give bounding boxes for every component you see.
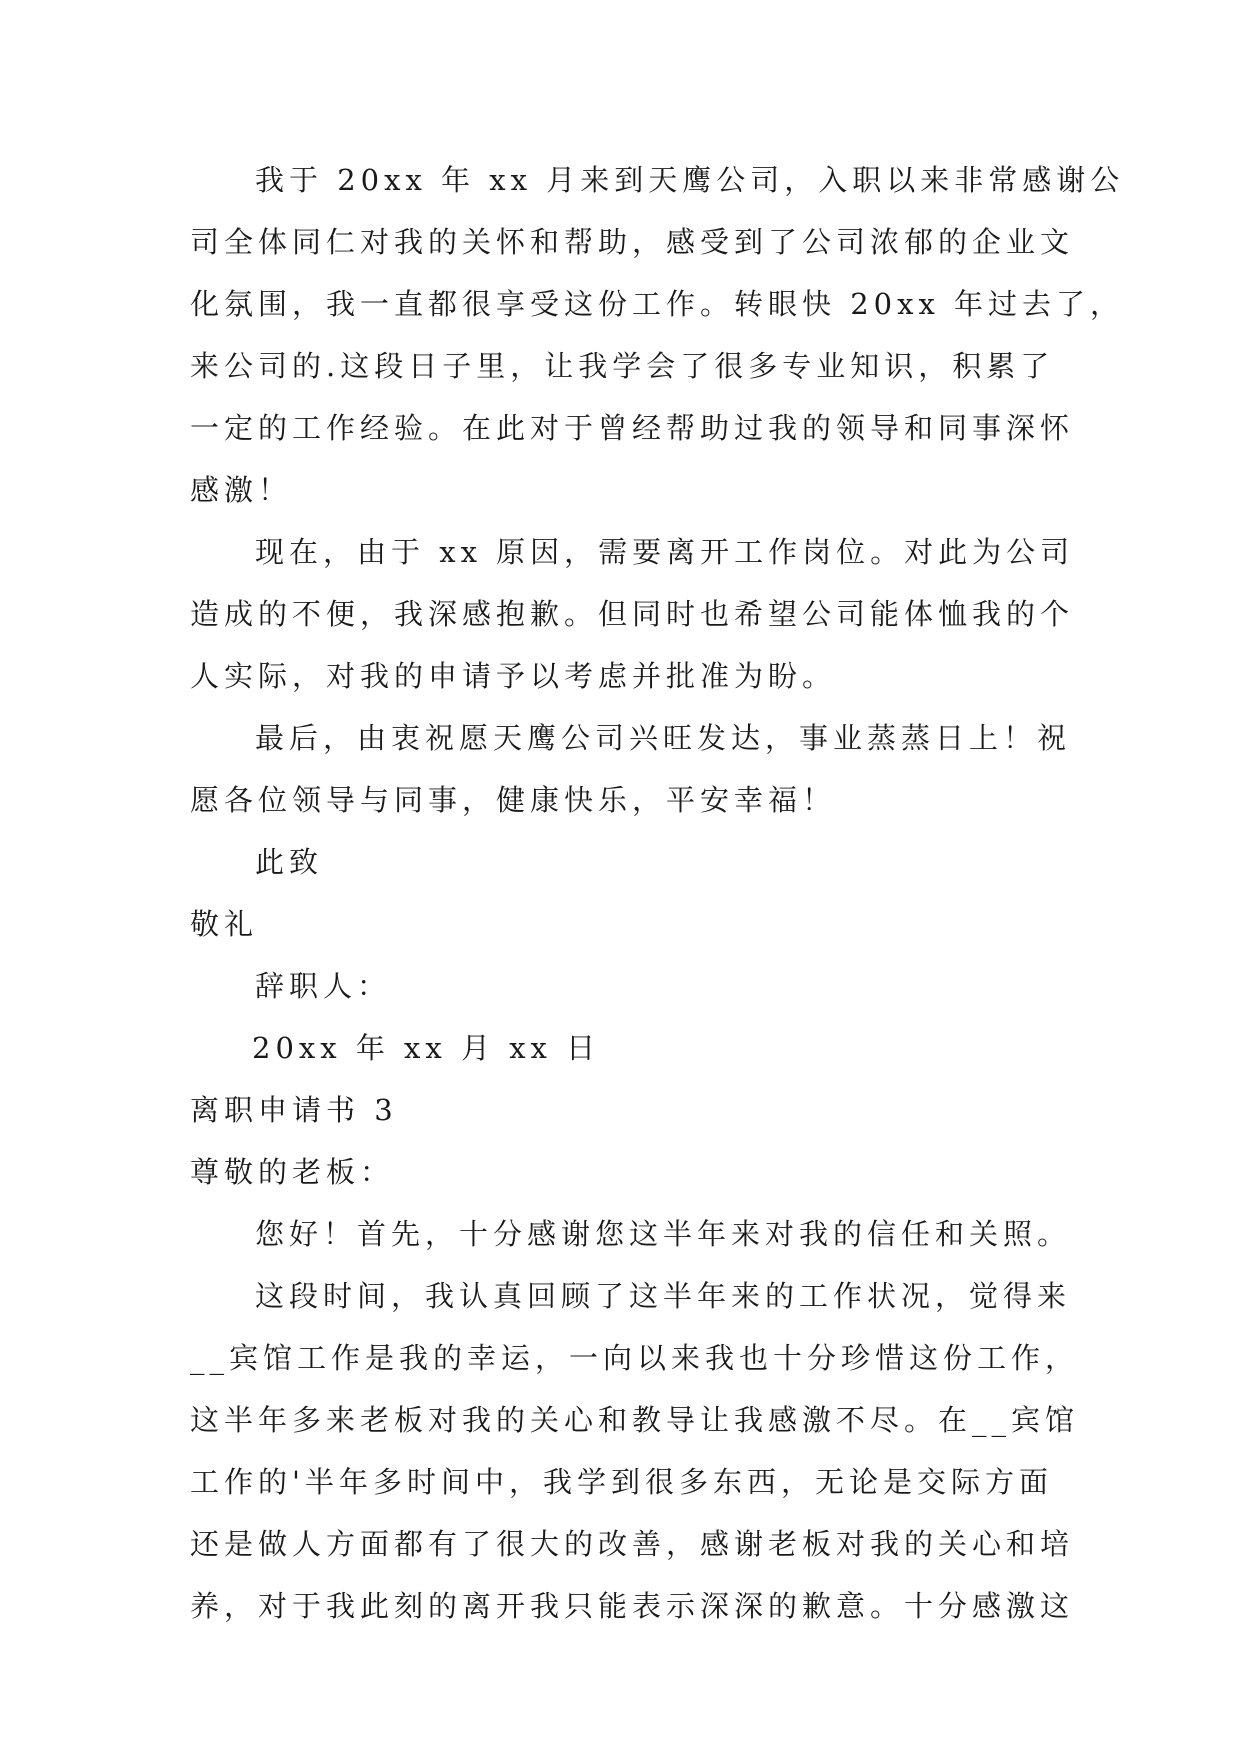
paragraph-line: 化氛围，我一直都很享受这份工作。转眼快 20xx 年过去了，: [190, 287, 1125, 321]
greeting: 尊敬的老板：: [190, 1155, 395, 1189]
paragraph-line: 养，对于我此刻的离开我只能表示深深的歉意。十分感激这: [190, 1589, 1075, 1623]
paragraph-line: 现在，由于 xx 原因，需要离开工作岗位。对此为公司: [255, 535, 1075, 569]
paragraph-line: 最后，由衷祝愿天鹰公司兴旺发达，事业蒸蒸日上！祝: [255, 721, 1072, 755]
paragraph-line: 这半年多来老板对我的关心和教导让我感激不尽。在__宾馆: [190, 1403, 1080, 1437]
closing-salutation: 此致: [255, 845, 324, 879]
closing-regards: 敬礼: [190, 907, 259, 941]
signature-label: 辞职人：: [255, 969, 392, 1003]
paragraph-line: 造成的不便，我深感抱歉。但同时也希望公司能体恤我的个: [190, 597, 1075, 631]
paragraph-line: 感激！: [190, 473, 293, 507]
paragraph-line: 工作的'半年多时间中，我学到很多东西，无论是交际方面: [190, 1465, 1053, 1499]
paragraph-line: 这段时间，我认真回顾了这半年来的工作状况，觉得来: [255, 1279, 1072, 1313]
section-title: 离职申请书 3: [190, 1093, 398, 1127]
paragraph-line: 还是做人方面都有了很大的改善，感谢老板对我的关心和培: [190, 1527, 1075, 1561]
paragraph-line: 人实际，对我的申请予以考虑并批准为盼。: [190, 659, 837, 693]
paragraph-line: 您好！首先，十分感谢您这半年来对我的信任和关照。: [255, 1217, 1072, 1251]
paragraph-line: 愿各位领导与同事，健康快乐，平安幸福！: [190, 783, 837, 817]
paragraph-line: 一定的工作经验。在此对于曾经帮助过我的领导和同事深怀: [190, 411, 1075, 445]
paragraph-line: 来公司的.这段日子里，让我学会了很多专业知识，积累了: [190, 349, 1055, 383]
paragraph-line: 司全体同仁对我的关怀和帮助，感受到了公司浓郁的企业文: [190, 225, 1075, 259]
paragraph-line: 我于 20xx 年 xx 月来到天鹰公司，入职以来非常感谢公: [255, 163, 1125, 197]
date-line: 20xx 年 xx 月 xx 日: [252, 1031, 601, 1065]
paragraph-line: __宾馆工作是我的幸运，一向以来我也十分珍惜这份工作，: [190, 1341, 1080, 1375]
